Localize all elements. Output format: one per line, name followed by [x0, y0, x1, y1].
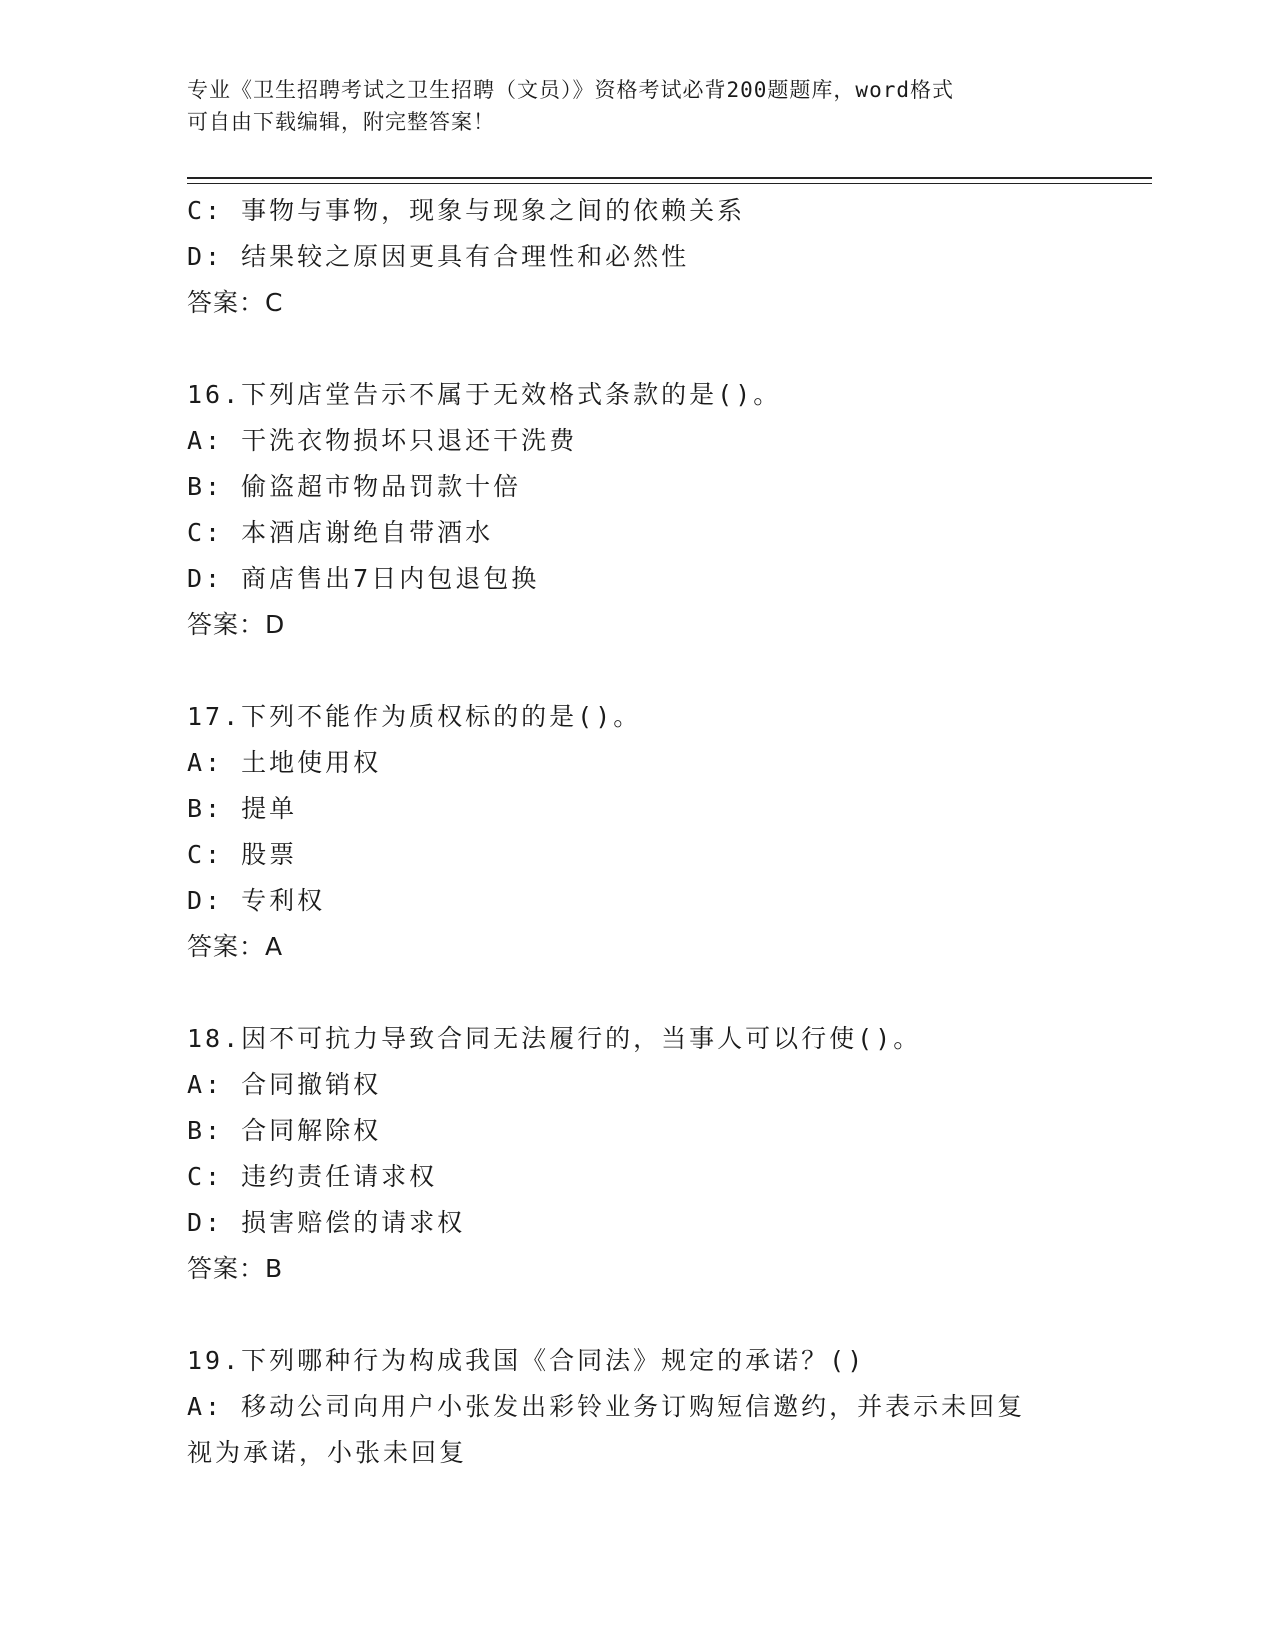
prev-option-d: D: 结果较之原因更具有合理性和必然性: [187, 242, 690, 271]
question-stem: 16.下列店堂告示不属于无效格式条款的是()。: [187, 380, 782, 409]
question-stem: 18.因不可抗力导致合同无法履行的，当事人可以行使()。: [187, 1024, 922, 1053]
question-19: [187, 1338, 1087, 1476]
question-stem: 19.下列哪种行为构成我国《合同法》规定的承诺？(): [187, 1346, 866, 1375]
prev-option-c: C: 事物与事物，现象与现象之间的依赖关系: [187, 196, 746, 225]
option-a: A: 干洗衣物损坏只退还干洗费: [187, 426, 578, 455]
option-c: C: 股票: [187, 840, 298, 869]
option-c: C: 违约责任请求权: [187, 1162, 438, 1191]
option-b: B: 合同解除权: [187, 1116, 382, 1145]
header-title-line-1: 专业《卫生招聘考试之卫生招聘（文员）》资格考试必背200题题库，word格式: [187, 78, 954, 102]
answer: 答案：B: [187, 1254, 284, 1283]
option-d: D: 专利权: [187, 886, 326, 915]
option-a: A: 土地使用权: [187, 748, 382, 777]
answer: 答案：A: [187, 932, 284, 961]
option-d: D: 损害赔偿的请求权: [187, 1208, 466, 1237]
document-header: [187, 74, 1067, 138]
option-d: D: 商店售出7日内包退包换: [187, 564, 540, 593]
option-c: C: 本酒店谢绝自带酒水: [187, 518, 494, 547]
header-rule-thin: [187, 183, 1152, 184]
option-b: B: 提单: [187, 794, 298, 823]
question-16: [187, 372, 1087, 648]
option-a: A: 移动公司向用户小张发出彩铃业务订购短信邀约，并表示未回复视为承诺，小张未回复: [187, 1392, 1026, 1467]
header-title-line-2: 可自由下载编辑，附完整答案！: [187, 110, 495, 134]
prev-answer: 答案：C: [187, 288, 284, 317]
header-rule-thick: [187, 177, 1152, 179]
question-18: [187, 1016, 1087, 1292]
option-b: B: 偷盗超市物品罚款十倍: [187, 472, 522, 501]
option-a: A: 合同撤销权: [187, 1070, 382, 1099]
question-17: [187, 694, 1087, 970]
question-stem: 17.下列不能作为质权标的的是()。: [187, 702, 642, 731]
question-list: [187, 188, 1087, 1476]
answer: 答案：D: [187, 610, 286, 639]
